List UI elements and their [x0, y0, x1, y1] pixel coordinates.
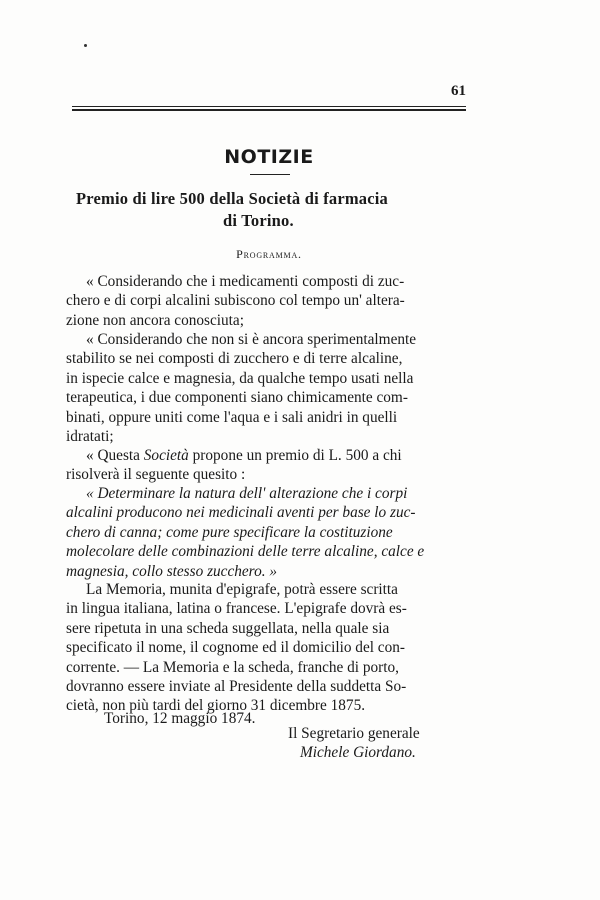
section-heading: NOTIZIE [224, 146, 314, 168]
article-title-line-1: Premio di lire 500 della Società di farmacia [76, 189, 389, 208]
paragraph-2 [66, 330, 466, 446]
print-speck [84, 44, 87, 47]
paragraph-line: « Considerando che i medicamenti composti di zuc- [86, 273, 405, 290]
article-title-line-2: di Torino. [223, 211, 294, 230]
header-rule-thick [72, 109, 466, 111]
header-rule-thin [72, 106, 466, 107]
paragraph-line: alcalini producono nei medicinali aventi per base lo zuc- [66, 504, 416, 522]
article-title [76, 188, 466, 232]
paragraph-line: cietà, non più tardi del giorno 31 dicembre 1875. [66, 697, 366, 715]
paragraph-line: zione non ancora conosciuta; [66, 311, 244, 329]
paragraph-line: specificato il nome, il cognome ed il domicilio del con- [66, 639, 405, 657]
paragraph-line: idratati; [66, 428, 114, 446]
paragraph-line: La Memoria, munita d'epigrafe, potrà essere scritta [86, 581, 398, 598]
signer-title: Il Segretario generale [288, 725, 420, 742]
paragraph-line: risolverà il seguente quesito : [66, 466, 246, 484]
paragraph-1 [66, 272, 466, 330]
paragraph-line: binati, oppure uniti come l'aqua e i sali anidri in quelli [66, 408, 398, 426]
paragraph-line: in ispecie calce e magnesia, da qualche tempo usati nella [66, 369, 414, 387]
paragraph-line: terapeutica, i due componenti siano chimicamente com- [66, 389, 408, 407]
paragraph-line: « Determinare la natura dell' alterazione che i corpi [86, 485, 408, 502]
paragraph-3 [66, 446, 466, 485]
paragraph-4-quesito [66, 484, 466, 581]
paragraph-line: corrente. — La Memoria e la scheda, franche di porto, [66, 658, 399, 676]
paragraph-line: dovranno essere inviate al Presidente della suddetta So- [66, 678, 407, 696]
paragraph-line: molecolare delle combinazioni delle terre alcaline, calce e [66, 543, 425, 561]
paragraph-line: sere ripetuta in una scheda suggellata, nella quale sia [66, 619, 390, 637]
header-rule [72, 106, 466, 112]
heading-underline [250, 174, 290, 175]
paragraph-line: in lingua italiana, latina o francese. L'epigrafe dovrà es- [66, 600, 407, 618]
programma-label: Programma. [236, 247, 302, 261]
paragraph-text: « Questa [86, 447, 144, 464]
paragraph-line: « Considerando che non si è ancora sperimentalmente [86, 331, 417, 348]
paragraph-line [82, 446, 466, 465]
paragraph-text: propone un premio di L. 500 a chi [188, 447, 402, 464]
italic-word: Società [143, 447, 189, 464]
paragraph-line: stabilito se nei composti di zucchero e di terre alcaline, [66, 350, 403, 368]
paragraph-line: magnesia, collo stesso zucchero. » [66, 562, 278, 580]
paragraph-line: chero di canna; come pure specificare la costituzione [66, 523, 393, 541]
page-number: 61 [451, 83, 466, 99]
signer-name: Michele Giordano. [300, 744, 416, 761]
date-line: Torino, 12 maggio 1874. [104, 710, 256, 727]
paragraph-5 [66, 580, 466, 716]
paragraph-line: chero e di corpi alcalini subiscono col tempo un' altera- [66, 292, 405, 310]
